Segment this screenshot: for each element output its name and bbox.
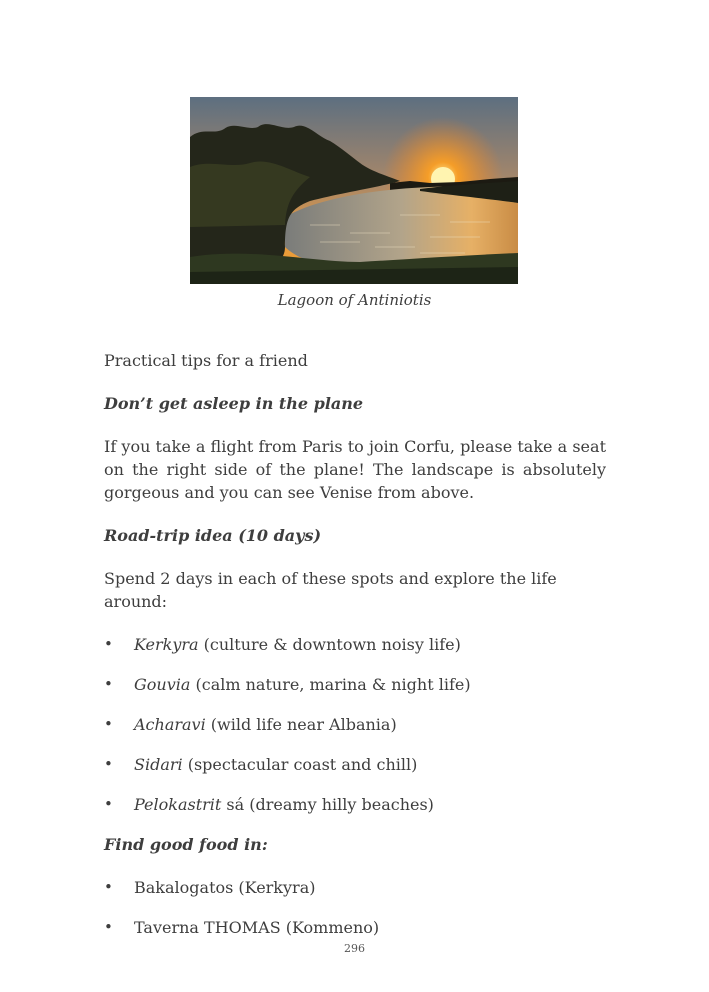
section-heading-plane: Don’t get asleep in the plane: [104, 394, 364, 413]
spot-name: Gouvia: [134, 675, 191, 694]
list-item: [104, 713, 606, 736]
spot-name: Acharavi: [134, 715, 206, 734]
list-item: [104, 876, 606, 899]
food-place: Taverna THOMAS (Kommeno): [134, 918, 380, 937]
spot-desc: (calm nature, marina & night life): [190, 675, 471, 694]
bullet-icon: •: [104, 755, 113, 773]
list-item: [104, 673, 606, 696]
figure-caption: Lagoon of Antiniotis: [277, 291, 432, 309]
list-item: [104, 793, 606, 816]
page-body: [104, 349, 606, 956]
list-item: [104, 633, 606, 656]
spot-name: Sidari: [134, 755, 183, 774]
intro-line: Practical tips for a friend: [104, 351, 308, 370]
sunset-lagoon-photo: [190, 97, 518, 284]
bullet-icon: •: [104, 918, 113, 936]
plane-tip-paragraph: If you take a flight from Paris to join Corfu, please take a seat on the right side of the plane! The landscape is absolutely gorgeous and you can see Venise from above.: [104, 437, 606, 502]
bullet-icon: •: [104, 715, 113, 733]
section-heading-road-trip: Road-trip idea (10 days): [104, 526, 322, 545]
food-list: [104, 876, 606, 939]
spot-desc: (culture & downtown noisy life): [198, 635, 461, 654]
food-place: Bakalogatos (Kerkyra): [134, 878, 316, 897]
road-trip-intro: Spend 2 days in each of these spots and explore the life around:: [104, 569, 557, 611]
spot-name: Kerkyra: [134, 635, 199, 654]
list-item: [104, 916, 606, 939]
section-heading-food: Find good food in:: [104, 835, 268, 854]
spot-name: Pelokastrit: [134, 795, 222, 814]
page-number: 296: [344, 942, 365, 955]
bullet-icon: •: [104, 795, 113, 813]
spot-desc: (spectacular coast and chill): [182, 755, 418, 774]
spots-list: [104, 633, 606, 816]
bullet-icon: •: [104, 675, 113, 693]
bullet-icon: •: [104, 878, 113, 896]
spot-desc: sá (dreamy hilly beaches): [221, 795, 434, 814]
list-item: [104, 753, 606, 776]
spot-desc: (wild life near Albania): [205, 715, 397, 734]
bullet-icon: •: [104, 635, 113, 653]
